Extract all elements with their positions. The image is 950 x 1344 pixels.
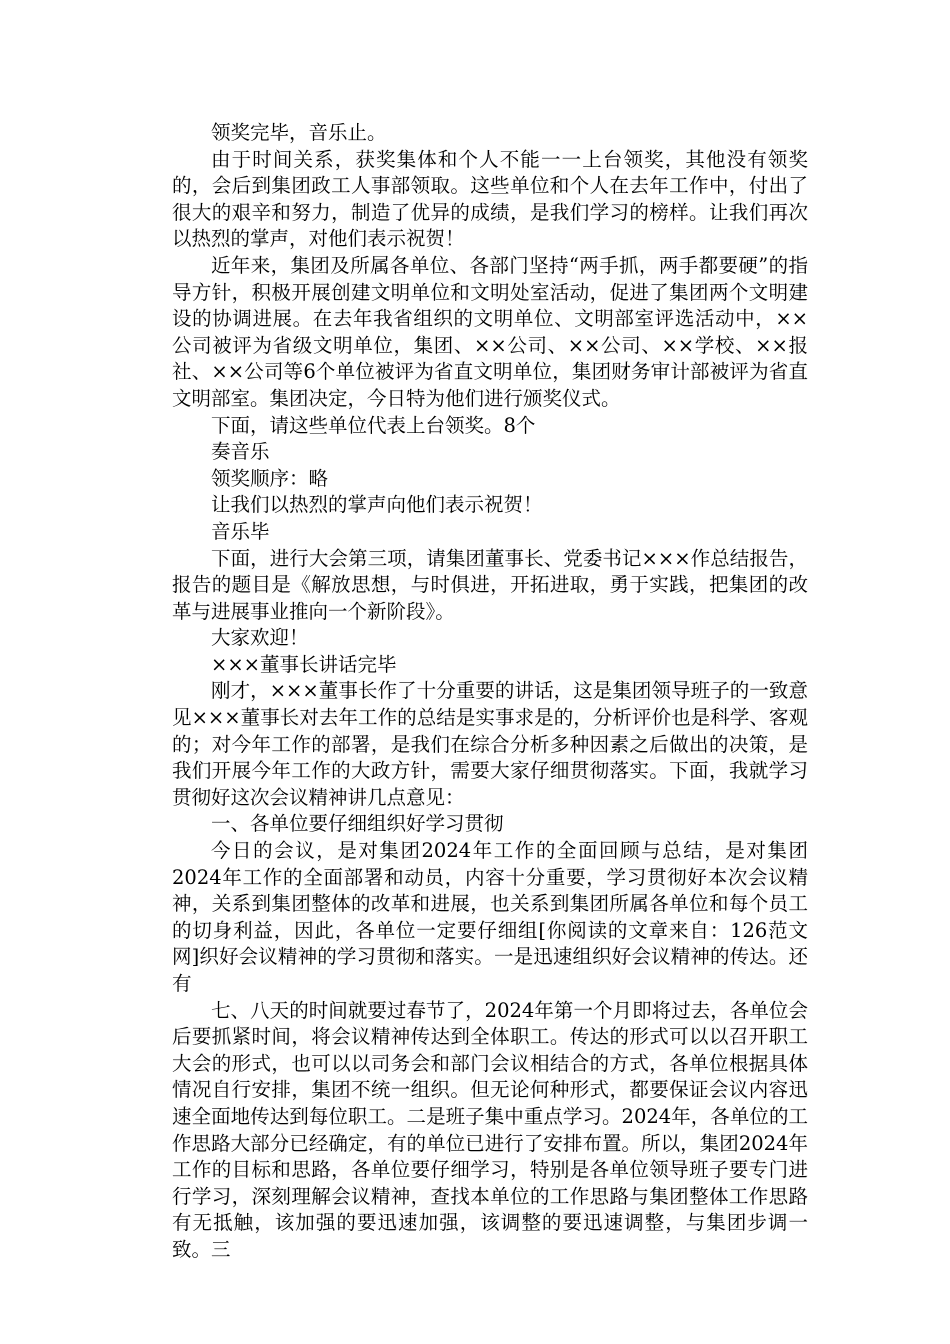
paragraph: 今日的会议，是对集团2024年工作的全面回顾与总结，是对集团2024年工作的全面部署和动员，内容十分重要，学习贯彻好本次会议精神，关系到集团整体的改革和进展，也关系到集团所属各单位和每个员工的切身利益，因此，各单位一定要仔细组[你阅读的文章来自：126范文网]织好会议精神的学习贯彻和落实。一是迅速组织好会议精神的传达。还有 — [172, 839, 808, 995]
paragraph: 七、八天的时间就要过春节了，2024年第一个月即将过去，各单位会后要抓紧时间，将会议精神传达到全体职工。传达的形式可以以召开职工大会的形式，也可以以司务会和部门会议相结合的方式，各单位根据具体情况自行安排，集团不统一组织。但无论何种形式，都要保证会议内容迅速全面地传达到每位职工。二是班子集中重点学习。2024年，各单位的工作思路大部分已经确定，有的单位已进行了安排布置。所以，集团2024年工作的目标和思路，各单位要仔细学习，特别是各单位领导班子要专门进行学习，深刻理解会议精神，查找本单位的工作思路与集团整体工作思路有无抵触，该加强的要迅速加强，该调整的要迅速调整，与集团步调一致。三 — [172, 998, 808, 1261]
paragraph: 领奖顺序：略 — [211, 466, 329, 490]
paragraph: 奏音乐 — [211, 440, 270, 464]
document-body — [172, 120, 808, 1264]
paragraph: 音乐毕 — [211, 519, 270, 543]
paragraph: 由于时间关系，获奖集体和个人不能一一上台领奖，其他没有领奖的，会后到集团政工人事部领取。这些单位和个人在去年工作中，付出了很大的艰辛和努力，制造了优异的成绩，是我们学习的榜样。让我们再次以热烈的掌声，对他们表示祝贺！ — [172, 147, 808, 251]
paragraph: 领奖完毕，音乐止。 — [211, 121, 387, 144]
paragraph: 下面，进行大会第三项，请集团董事长、党委书记×××作总结报告，报告的题目是《解放思想，与时俱进，开拓进取，勇于实践，把集团的改革与进展事业推向一个新阶段》。 — [172, 546, 808, 623]
paragraph: 下面，请这些单位代表上台领奖。8个 — [211, 413, 536, 437]
paragraph: 让我们以热烈的掌声向他们表示祝贺！ — [211, 493, 543, 517]
paragraph: ×××董事长讲话完毕 — [211, 652, 397, 676]
paragraph: 大家欢迎！ — [211, 626, 309, 650]
section-heading: 一、各单位要仔细组织好学习贯彻 — [211, 812, 504, 836]
paragraph: 近年来，集团及所属各单位、各部门坚持“两手抓，两手都要硬”的指导方针，积极开展创建文明单位和文明处室活动，促进了集团两个文明建设的协调进展。在去年我省组织的文明单位、文明部室评选活动中，××公司被评为省级文明单位，集团、××公司、××公司、××学校、××报社、××公司等6个单位被评为省直文明单位，集团财务审计部被评为省直文明部室。集团决定，今日特为他们进行颁奖仪式。 — [172, 253, 808, 410]
paragraph: 刚才，×××董事长作了十分重要的讲话，这是集团领导班子的一致意见×××董事长对去年工作的总结是实事求是的，分析评价也是科学、客观的；对今年工作的部署，是我们在综合分析多种因素之后做出的决策，是我们开展今年工作的大政方针，需要大家仔细贯彻落实。下面，我就学习贯彻好这次会议精神讲几点意见： — [172, 679, 808, 809]
